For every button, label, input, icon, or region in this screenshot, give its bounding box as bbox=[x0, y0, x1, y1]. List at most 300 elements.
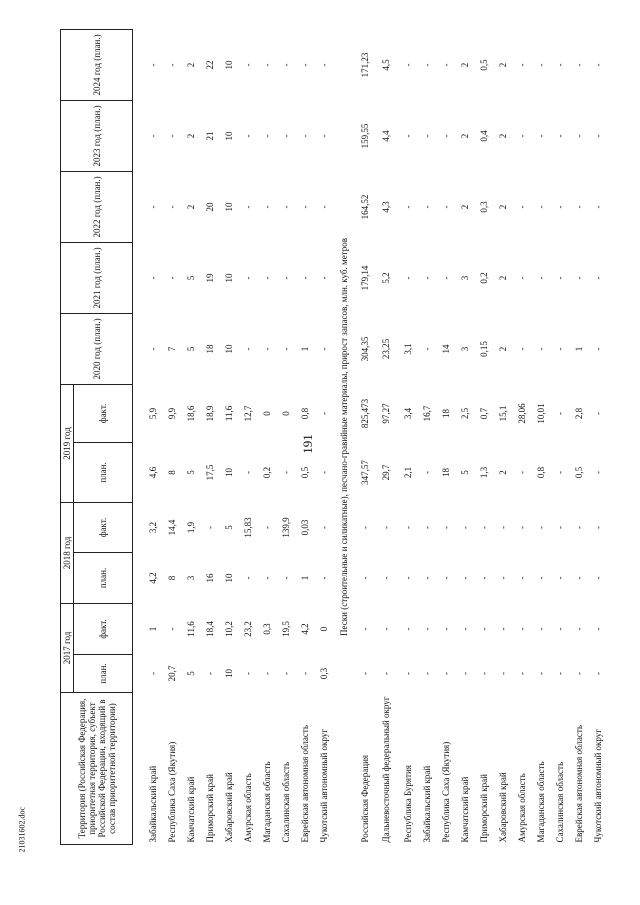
table-cell: - bbox=[535, 627, 546, 631]
table-cell: - bbox=[204, 672, 215, 675]
table-cell: - bbox=[440, 205, 451, 209]
table-cell: 16 bbox=[204, 573, 215, 583]
row-territory-name: Приморский край bbox=[478, 774, 489, 843]
table-cell: - bbox=[516, 205, 527, 209]
table-cell: 3 bbox=[185, 575, 196, 581]
table-cell: - bbox=[359, 525, 370, 529]
table-cell: - bbox=[280, 276, 291, 280]
table-cell: - bbox=[421, 470, 432, 474]
year-header-2019: 2019 год bbox=[61, 384, 74, 502]
table-header bbox=[61, 29, 133, 844]
table-cell: - bbox=[592, 576, 603, 580]
row-territory-name: Сахалинская область bbox=[554, 761, 565, 843]
table-cell: 179,14 bbox=[359, 265, 370, 291]
table-cell: - bbox=[421, 63, 432, 67]
table-cell: - bbox=[402, 63, 413, 67]
table-cell: 4,4 bbox=[381, 130, 391, 142]
table-cell: - bbox=[516, 525, 527, 529]
table-cell: - bbox=[381, 627, 391, 631]
table-cell: - bbox=[421, 525, 432, 529]
table-cell: - bbox=[421, 134, 432, 138]
table-cell: - bbox=[440, 627, 451, 631]
row-territory-name: Камчатский край bbox=[185, 776, 196, 843]
table-cell: - bbox=[402, 672, 413, 675]
table-cell: - bbox=[147, 134, 158, 138]
table-cell: - bbox=[299, 276, 310, 280]
table-cell: - bbox=[554, 347, 565, 351]
table-cell: 825,473 bbox=[359, 398, 370, 429]
table-cell: - bbox=[573, 525, 584, 529]
row-territory-name: Республика Саха (Якутия) bbox=[440, 741, 451, 843]
table-cell: - bbox=[478, 576, 489, 580]
table-cell: - bbox=[381, 525, 391, 529]
plan-year-header-2022: 2022 год (план.) bbox=[61, 171, 133, 242]
table-cell: 22 bbox=[204, 60, 215, 70]
table-cell: - bbox=[242, 63, 253, 67]
table-cell: 10 bbox=[223, 573, 234, 583]
table-cell: 10,01 bbox=[535, 403, 546, 424]
table-cell: - bbox=[204, 525, 215, 529]
table-cell: - bbox=[573, 672, 584, 675]
table-cell: - bbox=[359, 576, 370, 580]
table-cell: - bbox=[147, 205, 158, 209]
table-cell: 16,7 bbox=[421, 405, 432, 422]
table-cell: - bbox=[359, 627, 370, 631]
table-cell: 2 bbox=[185, 133, 196, 139]
table-cell: 2 bbox=[185, 62, 196, 68]
table-cell: 17,5 bbox=[204, 464, 215, 481]
table-cell: 1 bbox=[573, 346, 584, 352]
row-territory-name: Еврейская автономная область bbox=[299, 725, 310, 843]
table-cell: - bbox=[421, 276, 432, 280]
table-cell: - bbox=[280, 205, 291, 209]
table-cell: 2 bbox=[497, 275, 508, 281]
table-row bbox=[588, 29, 607, 844]
fact-subheader: факт. bbox=[74, 603, 133, 654]
table-cell: - bbox=[478, 627, 489, 631]
table-row bbox=[493, 29, 512, 844]
table-cell: - bbox=[242, 576, 253, 580]
table-cell: - bbox=[318, 525, 329, 529]
table-cell: - bbox=[421, 672, 432, 675]
table-cell: - bbox=[516, 63, 527, 67]
table-cell: 3 bbox=[459, 275, 470, 281]
table-cell: - bbox=[554, 627, 565, 631]
table-cell: - bbox=[535, 63, 546, 67]
table-cell: 0,8 bbox=[299, 407, 310, 420]
table-cell: 0,15 bbox=[478, 341, 489, 357]
table-cell: - bbox=[592, 276, 603, 280]
table-cell: - bbox=[535, 576, 546, 580]
table-cell: 0,7 bbox=[478, 407, 489, 420]
table-cell: - bbox=[440, 63, 451, 67]
table-cell: - bbox=[497, 672, 508, 675]
table-row bbox=[355, 29, 374, 844]
table-cell: - bbox=[592, 411, 603, 415]
table-cell: 0,5 bbox=[573, 466, 584, 479]
table-cell: - bbox=[280, 576, 291, 580]
table-row bbox=[181, 29, 200, 844]
table-row bbox=[238, 29, 257, 844]
table-cell: - bbox=[554, 576, 565, 580]
table-cell: - bbox=[280, 347, 291, 351]
table-cell: - bbox=[554, 205, 565, 209]
table-cell: - bbox=[359, 672, 370, 675]
table-row bbox=[455, 29, 474, 844]
row-territory-name: Российская Федерация bbox=[359, 754, 370, 843]
table-cell: - bbox=[242, 134, 253, 138]
table-cell: 19 bbox=[204, 273, 215, 283]
table-cell: - bbox=[592, 205, 603, 209]
territory-header: Территория (Российская Федерация, приоритетная территория, субъект Российской Федерации, входящий в состав приоритетной территории) bbox=[61, 693, 133, 845]
table-cell: - bbox=[299, 205, 310, 209]
rotated-table-container bbox=[60, 30, 603, 845]
table-cell: 14 bbox=[440, 344, 451, 354]
table-cell: - bbox=[516, 672, 527, 675]
table-cell: - bbox=[440, 525, 451, 529]
table-cell: 5 bbox=[185, 346, 196, 352]
table-cell: - bbox=[261, 347, 272, 351]
table-cell: 3,1 bbox=[402, 343, 413, 355]
table-cell: - bbox=[516, 627, 527, 631]
row-territory-name: Амурская область bbox=[516, 773, 527, 843]
table-cell: - bbox=[242, 672, 253, 675]
table-cell: - bbox=[421, 576, 432, 580]
table-row bbox=[512, 29, 531, 844]
table-cell: - bbox=[573, 63, 584, 67]
table-cell: 2,1 bbox=[402, 466, 413, 479]
table-cell: - bbox=[554, 525, 565, 529]
table-cell: - bbox=[402, 276, 413, 280]
table-cell: 2 bbox=[185, 204, 196, 210]
table-cell: 7 bbox=[166, 346, 177, 352]
table-cell: - bbox=[592, 134, 603, 138]
table-cell: - bbox=[516, 470, 527, 474]
table-cell: - bbox=[459, 672, 470, 675]
table-row bbox=[200, 29, 219, 844]
table-cell: - bbox=[497, 627, 508, 631]
table-row bbox=[550, 29, 569, 844]
table-row bbox=[398, 29, 417, 844]
table-cell: 5 bbox=[459, 470, 470, 475]
table-row bbox=[143, 29, 162, 844]
row-territory-name: Республика Бурятия bbox=[402, 765, 413, 843]
table-cell: - bbox=[535, 525, 546, 529]
table-cell: - bbox=[440, 672, 451, 675]
plan-subheader: план. bbox=[74, 552, 133, 603]
table-cell: - bbox=[592, 347, 603, 351]
row-territory-name: Дальневосточный федеральный округ bbox=[381, 696, 391, 843]
table-cell: 3 bbox=[459, 346, 470, 352]
table-cell: - bbox=[261, 205, 272, 209]
table-cell: 11,6 bbox=[185, 621, 196, 637]
table-cell: - bbox=[535, 276, 546, 280]
table-cell: - bbox=[242, 205, 253, 209]
table-cell: 0 bbox=[318, 626, 329, 632]
row-territory-name: Республика Саха (Якутия) bbox=[166, 741, 177, 843]
table-cell: 1,3 bbox=[478, 466, 489, 479]
table-cell: 2 bbox=[459, 133, 470, 139]
table-cell: 15,83 bbox=[242, 517, 253, 538]
table-cell: 2 bbox=[497, 133, 508, 139]
table-cell: - bbox=[261, 63, 272, 67]
row-territory-name: Чукотский автономный округ bbox=[318, 729, 329, 843]
table-cell: - bbox=[421, 205, 432, 209]
table-cell: 10 bbox=[223, 344, 234, 354]
table-cell: 10,2 bbox=[223, 621, 234, 637]
plan-subheader: план. bbox=[74, 655, 133, 693]
table-cell: 18 bbox=[440, 408, 451, 418]
table-cell: 5 bbox=[185, 671, 196, 676]
table-cell: 159,55 bbox=[359, 123, 370, 149]
table-cell: - bbox=[318, 63, 329, 67]
table-cell: 8 bbox=[166, 575, 177, 581]
table-cell: - bbox=[516, 347, 527, 351]
table-cell: - bbox=[280, 672, 291, 675]
table-cell: - bbox=[535, 672, 546, 675]
table-cell: - bbox=[516, 134, 527, 138]
table-cell: 11,6 bbox=[223, 405, 234, 422]
plan-year-header-2023: 2023 год (план.) bbox=[61, 100, 133, 171]
table-cell: 14,4 bbox=[166, 519, 177, 536]
table-cell: - bbox=[166, 276, 177, 280]
table-cell: - bbox=[402, 205, 413, 209]
table-cell: 10 bbox=[223, 669, 234, 678]
table-cell: 18,4 bbox=[204, 621, 215, 637]
table-cell: 2 bbox=[497, 204, 508, 210]
table-cell: - bbox=[381, 672, 391, 675]
table-cell: - bbox=[535, 134, 546, 138]
table-cell: 2 bbox=[497, 346, 508, 352]
table-cell: - bbox=[318, 411, 329, 415]
plan-subheader: план. bbox=[74, 442, 133, 502]
table-cell: - bbox=[535, 205, 546, 209]
table-cell: 4,2 bbox=[147, 572, 158, 584]
table-cell: 347,57 bbox=[359, 460, 370, 485]
table-cell: 0,3 bbox=[261, 623, 272, 635]
table-cell: - bbox=[459, 576, 470, 580]
table-cell: - bbox=[299, 134, 310, 138]
data-table bbox=[60, 29, 607, 845]
table-cell: - bbox=[147, 347, 158, 351]
table-cell: 0,3 bbox=[478, 201, 489, 213]
table-cell: - bbox=[261, 276, 272, 280]
table-cell: 23,2 bbox=[242, 621, 253, 637]
row-territory-name: Магаданская область bbox=[261, 761, 272, 843]
table-row bbox=[314, 29, 333, 844]
table-cell: - bbox=[242, 470, 253, 474]
table-cell: - bbox=[402, 576, 413, 580]
table-cell: 3,4 bbox=[402, 407, 413, 420]
table-cell: 29,7 bbox=[381, 464, 391, 481]
table-cell: - bbox=[242, 276, 253, 280]
row-territory-name: Камчатский край bbox=[459, 776, 470, 843]
table-cell: 4,3 bbox=[381, 201, 391, 213]
page-number: 191 bbox=[299, 434, 315, 454]
table-cell: - bbox=[592, 63, 603, 67]
table-cell: - bbox=[402, 627, 413, 631]
table-cell: - bbox=[318, 276, 329, 280]
table-cell: - bbox=[261, 672, 272, 675]
table-body bbox=[133, 29, 608, 844]
table-row bbox=[219, 29, 238, 844]
table-cell: 21 bbox=[204, 131, 215, 141]
table-cell: 0,5 bbox=[478, 59, 489, 71]
table-cell: - bbox=[573, 205, 584, 209]
table-cell: - bbox=[573, 627, 584, 631]
table-cell: - bbox=[516, 276, 527, 280]
table-cell: - bbox=[147, 276, 158, 280]
table-cell: - bbox=[421, 627, 432, 631]
fact-subheader: факт. bbox=[74, 384, 133, 442]
table-cell: 5 bbox=[185, 470, 196, 475]
table-cell: 1 bbox=[147, 626, 158, 632]
table-cell: 0,2 bbox=[478, 272, 489, 284]
row-territory-name: Еврейская автономная область bbox=[573, 725, 584, 843]
table-cell: 10 bbox=[223, 202, 234, 212]
table-cell: 164,52 bbox=[359, 194, 370, 220]
table-cell: - bbox=[166, 63, 177, 67]
table-cell: - bbox=[478, 525, 489, 529]
table-cell: 0,2 bbox=[261, 466, 272, 479]
table-cell: - bbox=[261, 134, 272, 138]
table-cell: - bbox=[318, 347, 329, 351]
table-cell: - bbox=[440, 134, 451, 138]
table-cell: - bbox=[381, 576, 391, 580]
table-cell: 1,9 bbox=[185, 521, 196, 534]
table-cell: - bbox=[592, 525, 603, 529]
table-cell: - bbox=[554, 411, 565, 415]
table-cell: - bbox=[402, 134, 413, 138]
table-cell: 9,9 bbox=[166, 407, 177, 420]
plan-year-header-2024: 2024 год (план.) bbox=[61, 29, 133, 100]
table-row bbox=[276, 29, 295, 844]
table-cell: 23,25 bbox=[381, 338, 391, 360]
table-cell: - bbox=[299, 672, 310, 675]
table-cell: 20,7 bbox=[166, 665, 177, 682]
table-cell: 5 bbox=[185, 275, 196, 281]
table-cell: - bbox=[497, 576, 508, 580]
table-cell: - bbox=[166, 134, 177, 138]
table-cell: 20 bbox=[204, 202, 215, 212]
table-cell: - bbox=[147, 63, 158, 67]
table-cell: 1 bbox=[299, 346, 310, 352]
table-cell: 171,23 bbox=[359, 52, 370, 78]
table-cell: - bbox=[554, 672, 565, 675]
table-cell: - bbox=[535, 347, 546, 351]
year-header-2017: 2017 год bbox=[61, 603, 74, 692]
table-cell: 0,8 bbox=[535, 466, 546, 479]
section-title: Пески (строительные и силикатные), песчано-гравийные материалы, прирост запасов, млн. куб. метров bbox=[339, 238, 349, 636]
table-cell: 0 bbox=[261, 411, 272, 416]
table-cell: 0 bbox=[280, 411, 291, 416]
table-cell: - bbox=[318, 134, 329, 138]
table-cell: - bbox=[554, 276, 565, 280]
table-row bbox=[531, 29, 550, 844]
table-cell: 304,35 bbox=[359, 336, 370, 362]
table-cell: - bbox=[573, 276, 584, 280]
table-cell: - bbox=[440, 276, 451, 280]
table-cell: - bbox=[554, 470, 565, 474]
row-territory-name: Хабаровский край bbox=[223, 772, 234, 843]
plan-year-header-2021: 2021 год (план.) bbox=[61, 242, 133, 313]
table-row bbox=[417, 29, 436, 844]
table-cell: 28,06 bbox=[516, 403, 527, 424]
row-territory-name: Забайкальский край bbox=[147, 765, 158, 843]
table-cell: - bbox=[318, 470, 329, 474]
table-cell: - bbox=[261, 525, 272, 529]
table-cell: - bbox=[280, 134, 291, 138]
row-territory-name: Чукотский автономный округ bbox=[592, 729, 603, 843]
table-cell: - bbox=[280, 63, 291, 67]
table-cell: 5 bbox=[223, 525, 234, 530]
section-row bbox=[333, 29, 355, 844]
table-cell: 12,7 bbox=[242, 405, 253, 422]
fact-subheader: факт. bbox=[74, 502, 133, 552]
table-cell: 0,5 bbox=[299, 466, 310, 479]
table-cell: 1 bbox=[299, 575, 310, 581]
row-territory-name: Сахалинская область bbox=[280, 761, 291, 843]
table-cell: 10 bbox=[223, 467, 234, 477]
table-cell: 18,6 bbox=[185, 405, 196, 422]
table-cell: - bbox=[459, 627, 470, 631]
table-cell: - bbox=[402, 525, 413, 529]
table-cell: - bbox=[261, 576, 272, 580]
table-cell: - bbox=[318, 205, 329, 209]
table-row bbox=[374, 29, 398, 844]
table-cell: 15,1 bbox=[497, 405, 508, 422]
table-cell: 2,8 bbox=[573, 407, 584, 420]
table-cell: 4,5 bbox=[381, 59, 391, 71]
table-cell: - bbox=[497, 525, 508, 529]
table-cell: - bbox=[573, 576, 584, 580]
table-cell: 4,6 bbox=[147, 466, 158, 479]
row-territory-name: Амурская область bbox=[242, 773, 253, 843]
table-cell: 8 bbox=[166, 470, 177, 475]
table-cell: - bbox=[554, 134, 565, 138]
table-cell: 0,4 bbox=[478, 130, 489, 142]
table-cell: - bbox=[147, 672, 158, 675]
table-row bbox=[569, 29, 588, 844]
table-row bbox=[295, 29, 314, 844]
table-cell: 5,9 bbox=[147, 407, 158, 420]
table-cell: - bbox=[318, 576, 329, 580]
table-cell: 10 bbox=[223, 60, 234, 70]
table-cell: - bbox=[516, 576, 527, 580]
table-row bbox=[436, 29, 455, 844]
table-cell: - bbox=[166, 627, 177, 631]
table-row bbox=[257, 29, 276, 844]
table-cell: - bbox=[280, 470, 291, 474]
table-cell: 18,9 bbox=[204, 405, 215, 422]
table-cell: - bbox=[440, 576, 451, 580]
table-cell: 0,3 bbox=[318, 667, 329, 680]
table-cell: 0,03 bbox=[299, 519, 310, 536]
table-cell: 2,5 bbox=[459, 407, 470, 420]
table-cell: 10 bbox=[223, 273, 234, 283]
table-cell: 10 bbox=[223, 131, 234, 141]
table-cell: - bbox=[592, 672, 603, 675]
table-cell: 3,2 bbox=[147, 521, 158, 534]
table-cell: 18 bbox=[204, 344, 215, 354]
table-cell: 5,2 bbox=[381, 272, 391, 284]
table-row bbox=[474, 29, 493, 844]
table-cell: 97,27 bbox=[381, 403, 391, 424]
table-cell: - bbox=[592, 627, 603, 631]
row-territory-name: Приморский край bbox=[204, 774, 215, 843]
table-cell: - bbox=[299, 63, 310, 67]
table-cell: - bbox=[573, 134, 584, 138]
